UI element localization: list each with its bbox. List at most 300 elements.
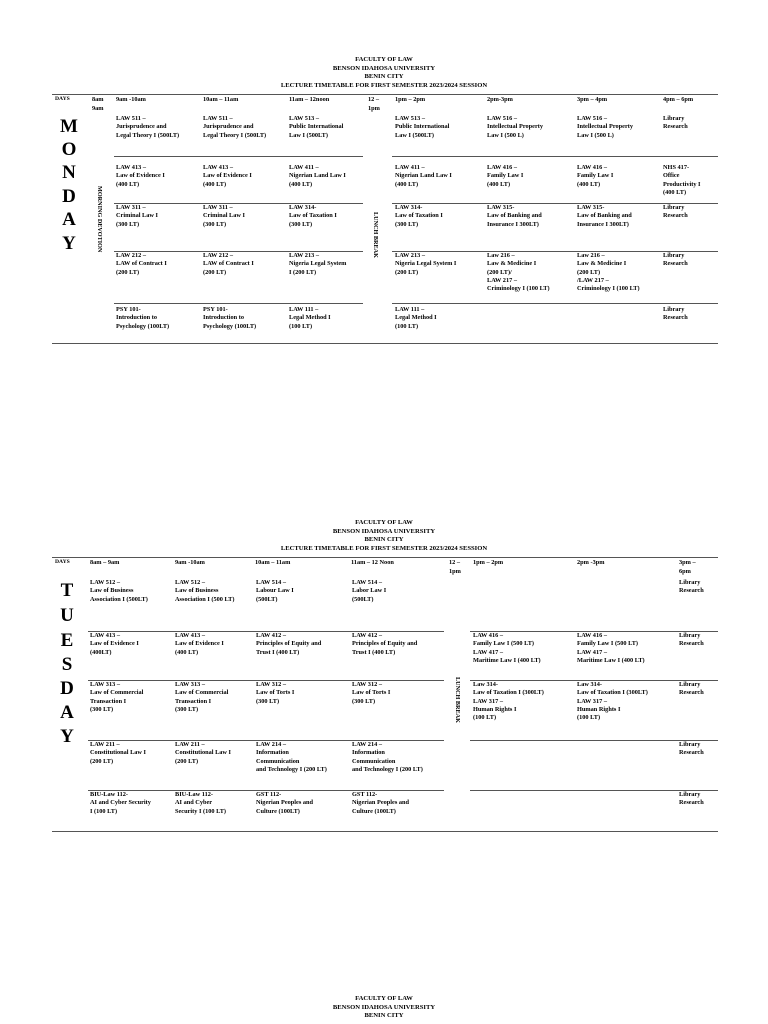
header-3-4: 3pm – 4pm — [577, 96, 608, 103]
cell-line: (300 LT) — [175, 705, 199, 713]
header-2-3: 2pm -3pm — [577, 559, 605, 566]
class-cell — [663, 164, 701, 197]
cell-line: (200 LT) — [577, 268, 601, 276]
class-cell — [473, 632, 541, 665]
title-line: BENIN CITY — [364, 536, 404, 544]
wednesday-title — [0, 995, 768, 1021]
day-letter: N — [62, 162, 76, 183]
cell-line: Research — [679, 587, 704, 595]
title-line: BENIN CITY — [364, 1012, 404, 1020]
cell-line: Criminology I (100 LT) — [487, 285, 550, 293]
cell-line: Library — [663, 115, 685, 122]
cell-line: (200 LT) — [116, 268, 140, 276]
class-cell — [487, 164, 523, 189]
cell-line: Human Rights I — [473, 705, 517, 713]
cell-line: Intellectual Property — [487, 123, 544, 131]
header-11-12: 11am – 12 Noon — [351, 559, 394, 566]
class-cell — [577, 115, 633, 140]
cell-line: (200 LT) — [395, 268, 419, 276]
class-cell — [289, 204, 337, 229]
cell-line: Legal Method I — [395, 314, 437, 322]
cell-line: Nigeria Legal System — [289, 260, 347, 268]
cell-line: LAW 411 – — [395, 164, 425, 171]
cell-line: Public International — [289, 123, 344, 131]
cell-line: Research — [679, 689, 704, 697]
cell-line: LAW of Contract I — [116, 260, 167, 268]
day-letter: S — [61, 654, 73, 675]
title-line: BENSON IDAHOSA UNIVERSITY — [332, 527, 436, 535]
cell-line: Law of Evidence I — [116, 172, 165, 180]
class-cell — [175, 741, 231, 766]
class-cell — [175, 579, 234, 604]
class-cell — [663, 252, 688, 269]
cell-line: Trust I (400 LT) — [256, 648, 300, 656]
cell-line: LAW 512 – — [90, 579, 120, 586]
cell-line: Labor Law I — [352, 587, 387, 595]
cell-line: Law I (500LT) — [289, 131, 328, 139]
row-divider — [392, 303, 718, 304]
row-divider — [392, 156, 718, 157]
row-divider — [114, 156, 363, 157]
header-8-9: 8am – 9am — [90, 559, 120, 566]
cell-line: Public International — [395, 123, 450, 131]
cell-line: (400 LT) — [487, 180, 511, 188]
class-cell — [395, 115, 449, 140]
cell-line: Introduction to — [203, 314, 244, 322]
class-cell — [663, 306, 688, 323]
cell-line: LAW 312 – — [352, 681, 382, 688]
cell-line: Legal Method I — [289, 314, 331, 322]
cell-line: Intellectual Property — [577, 123, 634, 131]
cell-line: Introduction to — [116, 314, 157, 322]
cell-line: NHS 417- — [663, 164, 690, 171]
cell-line: (200 LT) — [90, 757, 114, 765]
cell-line: Criminal Law I — [116, 212, 158, 220]
cell-line: Law of Evidence I — [90, 640, 139, 648]
cell-line: (400LT) — [90, 648, 112, 656]
class-cell — [663, 115, 688, 132]
cell-line: Maritime Law I (400 LT) — [473, 656, 541, 664]
class-cell — [679, 791, 704, 808]
cell-line: LAW 213 – — [289, 252, 319, 259]
cell-line: LAW 413 – — [203, 164, 233, 171]
class-cell — [203, 164, 252, 189]
header-days: DAYS — [55, 559, 70, 565]
cell-line: LAW 315- — [487, 204, 515, 211]
title-line: BENSON IDAHOSA UNIVERSITY — [332, 1003, 436, 1011]
cell-line: LAW 413 – — [175, 632, 205, 639]
class-cell — [352, 632, 417, 657]
cell-line: Library — [679, 741, 701, 748]
cell-line: LAW 513 – — [289, 115, 319, 122]
class-cell — [90, 681, 143, 714]
cell-line: Library — [663, 252, 685, 259]
monday-title — [0, 56, 768, 90]
cell-line: LAW 111 – — [395, 306, 425, 313]
cell-line: LAW 412 – — [256, 632, 286, 639]
cell-line: Jurisprudence and — [116, 123, 167, 131]
title-line: FACULTY OF LAW — [355, 995, 413, 1002]
cell-line: LAW 416 – — [577, 164, 607, 171]
cell-line: Law of Taxation I (300LT) — [473, 689, 544, 697]
cell-line: Family Law I — [487, 172, 524, 180]
cell-line: LAW 416 – — [487, 164, 517, 171]
class-cell — [175, 791, 226, 816]
class-cell — [473, 681, 544, 722]
cell-line: Library — [663, 306, 685, 313]
cell-line: LAW 214 – — [352, 741, 382, 748]
cell-line: Criminology I (100 LT) — [577, 285, 640, 293]
header-8am: 8am — [92, 96, 104, 103]
cell-line: Jurisprudence and — [203, 123, 254, 131]
cell-line: (100 LT) — [473, 714, 497, 722]
cell-line: LAW 317 – — [473, 697, 503, 705]
cell-line: Security I (100 LT) — [175, 807, 227, 815]
cell-line: (300 LT) — [203, 220, 227, 228]
class-cell — [679, 741, 704, 758]
class-cell — [577, 164, 613, 189]
cell-line: LAW 313 – — [90, 681, 120, 688]
class-cell — [395, 306, 437, 331]
title-line: BENIN CITY — [364, 73, 404, 81]
cell-line: LAW 312 – — [256, 681, 286, 688]
class-cell — [663, 204, 688, 221]
cell-line: LAW 212 – — [116, 252, 146, 259]
tuesday-timetable — [52, 557, 718, 835]
title-line: LECTURE TIMETABLE FOR FIRST SEMESTER 2023/2024 SESSION — [280, 544, 488, 552]
cell-line: Family Law I — [577, 172, 614, 180]
class-cell — [352, 741, 423, 774]
class-cell — [289, 306, 331, 331]
cell-line: LAW of Contract I — [203, 260, 254, 268]
header-1-2: 1pm – 2pm — [395, 96, 426, 103]
cell-line: Transaction I — [90, 697, 127, 705]
cell-line: Research — [663, 123, 688, 131]
cell-line: Law of Torts I — [256, 689, 295, 697]
cell-line: Law of Commercial — [90, 689, 144, 697]
cell-line: Research — [663, 260, 688, 268]
cell-line: LAW 311 – — [116, 204, 146, 211]
cell-line: GST 112- — [352, 791, 378, 798]
cell-line: Law & Medicine I — [487, 260, 537, 268]
cell-line: LAW 313 – — [175, 681, 205, 688]
class-cell — [90, 741, 146, 766]
title-line: FACULTY OF LAW — [355, 519, 413, 526]
morning-devotion-label: MORNING DEVOTION — [96, 186, 103, 253]
cell-line: AI and Cyber — [175, 799, 213, 807]
header-12: 12 – — [449, 559, 461, 566]
header-9-10: 9am -10am — [116, 96, 146, 103]
header-12: 12 – — [368, 96, 380, 103]
header-11-12: 11am – 12noon — [289, 96, 330, 103]
cell-line: Research — [679, 749, 704, 757]
cell-line: Law of Banking and — [577, 212, 632, 220]
class-cell — [577, 632, 645, 665]
cell-line: Association I (500LT) — [90, 595, 148, 603]
cell-line: LAW 212 – — [203, 252, 233, 259]
cell-line: BIU-Law 112- — [90, 791, 128, 798]
cell-line: Law I (500LT) — [395, 131, 434, 139]
monday-timetable — [52, 94, 718, 346]
cell-line: Law of Evidence I — [203, 172, 252, 180]
title-line: LECTURE TIMETABLE FOR FIRST SEMESTER 2023/2024 SESSION — [280, 81, 488, 89]
class-cell — [256, 579, 294, 604]
cell-line: Law 314- — [473, 681, 499, 688]
class-cell — [487, 252, 550, 293]
cell-line: (200 LT) — [203, 268, 227, 276]
class-cell — [256, 791, 313, 816]
class-cell — [289, 252, 346, 277]
cell-line: LAW 516 – — [487, 115, 517, 122]
class-cell — [256, 632, 321, 657]
cell-line: Transaction I — [175, 697, 212, 705]
cell-line: Insurance I 300LT) — [487, 220, 539, 228]
header-3pm: 3pm – — [679, 559, 696, 566]
cell-line: Psychology (100LT) — [203, 322, 257, 330]
cell-line: Association I (500 LT) — [175, 595, 235, 603]
cell-line: LAW 416 – — [473, 632, 503, 639]
cell-line: Psychology (100LT) — [116, 322, 170, 330]
class-cell — [577, 681, 648, 722]
cell-line: (300 LT) — [116, 220, 140, 228]
day-letter: D — [62, 186, 76, 207]
cell-line: Library — [679, 681, 701, 688]
cell-line: (300 LT) — [256, 697, 280, 705]
lunch-break-label: LUNCH BREAK — [372, 212, 379, 258]
cell-line: LAW 513 – — [395, 115, 425, 122]
day-letter: U — [60, 605, 74, 626]
cell-line: and Technology I (200 LT) — [352, 765, 423, 773]
class-cell — [90, 791, 151, 816]
cell-line: Criminal Law I — [203, 212, 245, 220]
cell-line: LAW 413 – — [116, 164, 146, 171]
cell-line: Nigerian Peoples and — [352, 799, 410, 807]
cell-line: (400 LT) — [577, 180, 601, 188]
header-9-10: 9am -10am — [175, 559, 205, 566]
cell-line: Law & Medicine I — [577, 260, 627, 268]
day-letter: A — [60, 702, 74, 723]
class-cell — [289, 164, 346, 189]
cell-line: Productivity I — [663, 180, 701, 188]
class-cell — [395, 252, 456, 277]
class-cell — [175, 632, 224, 657]
cell-line: Library — [663, 204, 685, 211]
cell-line: (500LT) — [352, 595, 374, 603]
cell-line: Library — [679, 632, 701, 639]
class-cell — [679, 579, 704, 596]
cell-line: /LAW 217 – — [577, 276, 609, 284]
table-border-bottom — [52, 831, 718, 832]
cell-line: BIU-Law 112- — [175, 791, 213, 798]
cell-line: Insurance I 300LT) — [577, 220, 629, 228]
cell-line: Library — [679, 579, 701, 586]
cell-line: LAW 511 – — [116, 115, 146, 122]
class-cell — [679, 681, 704, 698]
cell-line: Family Law I (500 LT) — [577, 640, 638, 648]
cell-line: Research — [679, 799, 704, 807]
cell-line: Culture (100LT) — [256, 807, 300, 815]
day-letter: O — [61, 139, 77, 160]
cell-line: Nigeria Legal System I — [395, 260, 457, 268]
day-letter: T — [60, 580, 74, 601]
class-cell — [352, 681, 390, 706]
day-letter: Y — [62, 233, 76, 254]
cell-line: Law 216 – — [577, 252, 605, 259]
cell-line: Human Rights I — [577, 705, 621, 713]
cell-line: Communication — [352, 757, 396, 765]
cell-line: Maritime Law I (400 LT) — [577, 656, 645, 664]
cell-line: (200 LT)/ — [487, 268, 512, 276]
cell-line: Law of Business — [175, 587, 219, 595]
cell-line: Principles of Equity and — [352, 640, 418, 648]
cell-line: (400 LT) — [395, 180, 419, 188]
cell-line: Law of Commercial — [175, 689, 229, 697]
cell-line: LAW 411 – — [289, 164, 319, 171]
class-cell — [116, 204, 158, 229]
cell-line: (300 LT) — [289, 220, 313, 228]
cell-line: Information — [256, 749, 289, 757]
lunch-break-label: LUNCH BREAK — [454, 677, 461, 723]
class-cell — [679, 632, 704, 649]
class-cell — [90, 579, 148, 604]
cell-line: Law of Torts I — [352, 689, 391, 697]
title-line: BENSON IDAHOSA UNIVERSITY — [332, 64, 436, 72]
cell-line: LAW 417 – — [577, 648, 607, 656]
title-line: FACULTY OF LAW — [355, 56, 413, 63]
cell-line: PSY 101- — [203, 306, 228, 313]
tuesday-title — [0, 519, 768, 553]
cell-line: Family Law I (500 LT) — [473, 640, 534, 648]
cell-line: (400 LT) — [175, 648, 199, 656]
cell-line: LAW 217 – — [487, 276, 517, 284]
cell-line: Communication — [256, 757, 300, 765]
cell-line: Nigerian Land Law I — [289, 172, 346, 180]
cell-line: Law of Taxation I — [289, 212, 337, 220]
class-cell — [203, 204, 245, 229]
class-cell — [487, 115, 543, 140]
header-2-3: 2pm-3pm — [487, 96, 513, 103]
cell-line: and Technology I (200 LT) — [256, 765, 327, 773]
cell-line: Research — [679, 640, 704, 648]
cell-line: LAW 211 – — [90, 741, 120, 748]
cell-line: LAW 317 – — [577, 697, 607, 705]
cell-line: LAW 314- — [395, 204, 423, 211]
cell-line: LAW 311 – — [203, 204, 233, 211]
day-letter: D — [60, 678, 74, 699]
class-cell — [256, 741, 327, 774]
class-cell — [256, 681, 294, 706]
cell-line: (100 LT) — [289, 322, 313, 330]
cell-line: Research — [663, 314, 688, 322]
header-1-2: 1pm – 2pm — [473, 559, 504, 566]
class-cell — [90, 632, 139, 657]
header-1pm: 1pm — [368, 105, 380, 112]
class-cell — [203, 115, 266, 140]
class-cell — [577, 204, 632, 229]
header-9am: 9am — [92, 105, 104, 112]
cell-line: LAW 412 – — [352, 632, 382, 639]
cell-line: LAW 416 – — [577, 632, 607, 639]
header-6pm: 6pm — [679, 568, 691, 575]
cell-line: Research — [663, 212, 688, 220]
cell-line: I (200 LT) — [289, 268, 317, 276]
class-cell — [116, 252, 167, 277]
cell-line: GST 112- — [256, 791, 282, 798]
cell-line: Library — [679, 791, 701, 798]
class-cell — [116, 306, 169, 331]
header-10-11: 10am – 11am — [203, 96, 239, 103]
header-4-6: 4pm – 6pm — [663, 96, 694, 103]
cell-line: (500LT) — [256, 595, 278, 603]
header-1pm: 1pm — [449, 568, 461, 575]
cell-line: LAW 213 – — [395, 252, 425, 259]
cell-line: LAW 413 – — [90, 632, 120, 639]
day-letter: Y — [60, 726, 74, 747]
class-cell — [395, 204, 443, 229]
day-letter: M — [60, 116, 78, 137]
cell-line: Nigerian Land Law I — [395, 172, 452, 180]
class-cell — [175, 681, 228, 714]
cell-line: LAW 514 – — [352, 579, 382, 586]
cell-line: Legal Theory I (500LT) — [203, 131, 267, 139]
table-border-top — [52, 557, 718, 558]
cell-line: I (100 LT) — [90, 807, 118, 815]
class-cell — [203, 306, 256, 331]
cell-line: Labour Law I — [256, 587, 294, 595]
class-cell — [577, 252, 640, 293]
cell-line: Law of Taxation I (300LT) — [577, 689, 648, 697]
cell-line: Constitutional Law I — [90, 749, 146, 757]
cell-line: Law 314- — [577, 681, 603, 688]
cell-line: LAW 314- — [289, 204, 317, 211]
cell-line: (400 LT) — [289, 180, 313, 188]
cell-line: LAW 514 – — [256, 579, 286, 586]
cell-line: Constitutional Law I — [175, 749, 231, 757]
cell-line: LAW 417 – — [473, 648, 503, 656]
cell-line: (300 LT) — [90, 705, 114, 713]
class-cell — [116, 115, 179, 140]
cell-line: Law of Banking and — [487, 212, 542, 220]
cell-line: Law 216 – — [487, 252, 515, 259]
cell-line: LAW 511 – — [203, 115, 233, 122]
cell-line: Legal Theory I (500LT) — [116, 131, 180, 139]
cell-line: AI and Cyber Security — [90, 799, 151, 807]
day-letter: A — [62, 209, 76, 230]
header-days: DAYS — [55, 96, 70, 102]
cell-line: PSY 101- — [116, 306, 141, 313]
cell-line: (100 LT) — [577, 714, 601, 722]
cell-line: (100 LT) — [395, 322, 419, 330]
cell-line: (300 LT) — [352, 697, 376, 705]
cell-line: Nigerian Peoples and — [256, 799, 314, 807]
cell-line: Law of Business — [90, 587, 134, 595]
cell-line: Law of Taxation I — [395, 212, 443, 220]
cell-line: LAW 512 – — [175, 579, 205, 586]
cell-line: Law I (500 L) — [487, 131, 524, 139]
class-cell — [352, 579, 386, 604]
cell-line: Information — [352, 749, 385, 757]
cell-line: Law I (500 L) — [577, 131, 614, 139]
day-letter: E — [60, 630, 74, 651]
cell-line: (400 LT) — [116, 180, 140, 188]
class-cell — [289, 115, 343, 140]
cell-line: Principles of Equity and — [256, 640, 322, 648]
class-cell — [395, 164, 452, 189]
cell-line: Trust I (400 LT) — [352, 648, 396, 656]
class-cell — [203, 252, 254, 277]
cell-line: (400 LT) — [203, 180, 227, 188]
cell-line: Law of Evidence I — [175, 640, 224, 648]
